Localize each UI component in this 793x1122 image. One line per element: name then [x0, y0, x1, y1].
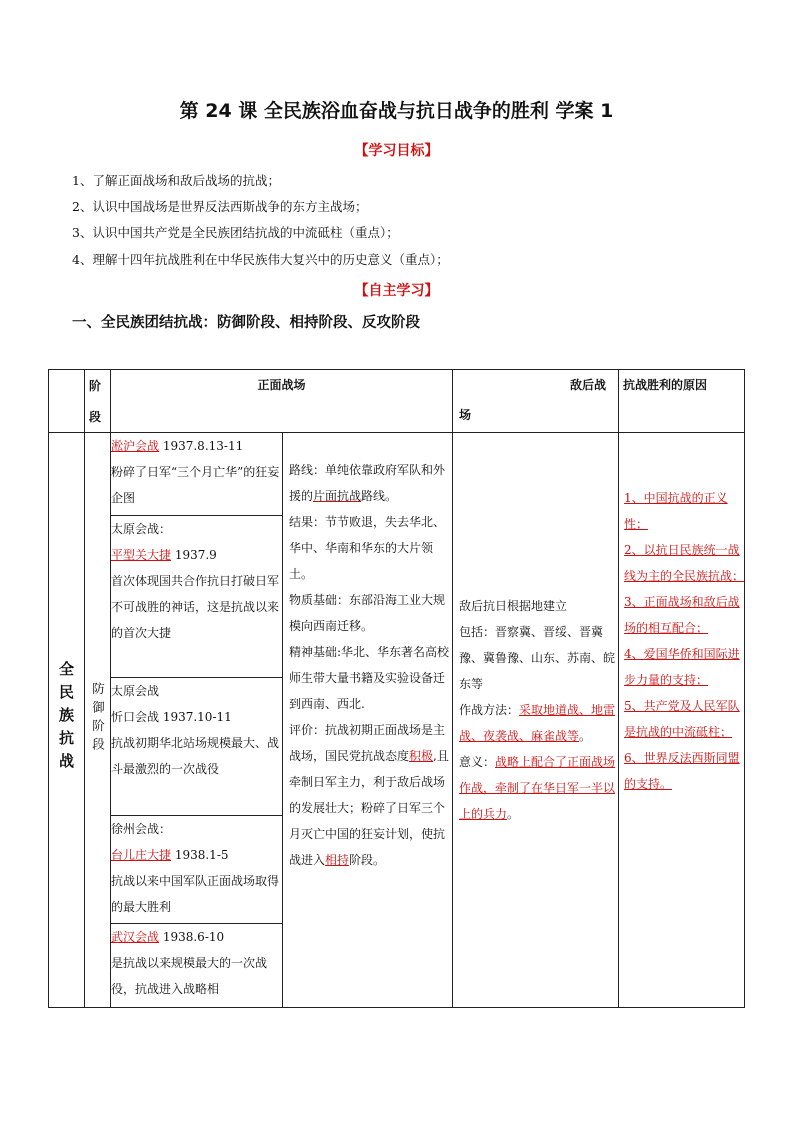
header-blank: [49, 370, 85, 433]
reason-4: 4、爱国华侨和国际进步力量的支持；: [624, 647, 740, 687]
history-table: [48, 369, 745, 1008]
reason-2: 2、以抗日民族统一战线为主的全民族抗战；: [624, 543, 745, 583]
goals-heading: 【学习目标】: [354, 143, 439, 159]
header-stage: 阶 段: [85, 370, 111, 433]
page-title: 第 24 课 全民族浴血奋战与抗日战争的胜利 学案 1: [179, 100, 614, 122]
battle-xinkou: 太原会战 忻口会战 1937.10-11 抗战初期华北站场规模最大、战斗最激烈的一次战役: [111, 677, 282, 815]
front-spirit: 精神基础:华北、华东著名高校师生带大量书籍及实验设备迁到西南、西北.: [289, 645, 450, 711]
front-material: 物质基础：东部沿海工业大规模向西南迁移。: [289, 593, 446, 633]
row-label: 全民族抗战: [57, 661, 75, 776]
front-evaluation: 评价：抗战初期正面战场是主战场，国民党抗战态度积极,且牵制日军主力，利于敌后战场的发展壮大；粉碎了日军三个月灭亡中国的狂妄计划，使抗战进入相持阶段。: [289, 723, 449, 867]
reason-6: 6、世界反法西斯同盟的支持。: [624, 751, 740, 791]
header-victory: 抗战胜利的原因: [619, 370, 745, 433]
battle-taierzhuang: 徐州会战： 台儿庄大捷 1938.1-5 抗战以来中国军队正面战场取得的最大胜利: [111, 815, 282, 923]
header-rear: 敌后战 场: [453, 370, 619, 433]
objective-1: 1、了解正面战场和敌后战场的抗战；: [72, 173, 280, 188]
stage-label: 防御阶段: [90, 681, 106, 756]
self-study-heading: 【自主学习】: [354, 283, 439, 299]
front-summary-cell: [283, 433, 453, 1008]
header-front: 正面战场: [111, 370, 453, 433]
objective-4: 4、理解十四年抗战胜利在中华民族伟大复兴中的历史意义（重点）；: [72, 252, 449, 267]
battles-cell: [111, 433, 283, 1008]
objective-2: 2、认识中国战场是世界反法西斯战争的东方主战场；: [72, 199, 368, 214]
battle-wuhan: 武汉会战 1938.6-10 是抗战以来规模最大的一次战役，抗战进入战略相: [111, 929, 268, 996]
stage-label-cell: [85, 433, 111, 1008]
reason-1: 1、中国抗战的正义性；: [624, 491, 728, 531]
section-heading: 一、全民族团结抗战：防御阶段、相持阶段、反攻阶段: [72, 315, 420, 331]
front-route: 路线：单纯依靠政府军队和外援的片面抗战路线。: [289, 463, 446, 503]
reason-5: 5、共产党及人民军队是抗战的中流砥柱；: [624, 699, 740, 739]
front-result: 结果：节节败退，失去华北、华中、华南和华东的大片领土。: [289, 515, 446, 581]
rear-meaning: 意义：战略上配合了正面战场作战，牵制了在华日军一半以上的兵力。: [459, 755, 616, 821]
reason-3: 3、正面战场和敌后战场的相互配合；: [624, 595, 740, 635]
rear-regions: 包括：晋察冀、晋绥、晋冀豫、冀鲁豫、山东、苏南、皖东等: [459, 625, 616, 691]
battle-pingxingguan: 太原会战： 平型关大捷 1937.9 首次体现国共合作抗日打破日军不可战胜的神话，这是抗战以来的首次大捷: [111, 515, 282, 677]
objective-3: 3、认识中国共产党是全民族团结抗战的中流砥柱（重点）；: [72, 225, 399, 240]
battle-songhu: 淞沪会战 1937.8.13-11 粉碎了日军“三个月亡华”的狂妄企图: [111, 433, 282, 515]
rear-tactics: 作战方法：采取地道战、地雷战、夜袭战、麻雀战等。: [459, 703, 616, 743]
victory-reasons-cell: [619, 433, 745, 1008]
rear-cell: [453, 433, 619, 1008]
row-label-cell: [49, 433, 85, 1008]
rear-bases: 敌后抗日根据地建立: [459, 599, 568, 613]
